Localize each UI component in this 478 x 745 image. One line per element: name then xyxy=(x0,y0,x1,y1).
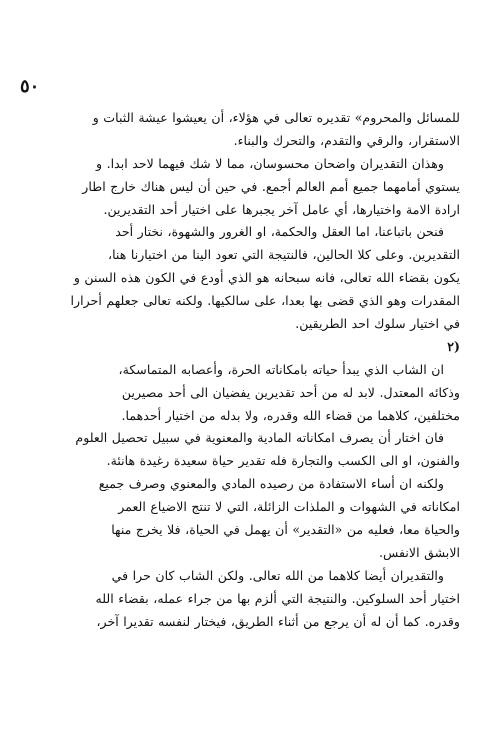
text-line: والفنون، او الى الكسب والتجارة فله تقدير حياة سعيدة رغيدة هانئة. xyxy=(106,453,460,469)
text-line: ان الشاب الذي يبدأ حياته بامكاناته الحرة، وأعصابه المتماسكة، xyxy=(118,361,444,377)
text-line: مختلفين، كلاهما من قضاء الله وقدره، ولا بدله من اختيار أحدهما. xyxy=(121,407,460,423)
page-number: ٥٠ xyxy=(20,76,40,97)
text-line: في اختيار سلوك احد الطريقين. xyxy=(295,316,460,332)
text-line: امكاناته في الشهوات و الملذات الزائلة، التي لا تنتج الاضياع العمر xyxy=(118,499,460,515)
text-line: للمسائل والمحروم» تقديره تعالى في هؤلاء، أن يعيشوا عيشة الثبات و xyxy=(92,110,460,125)
text-line: وهذان التقديران واضحان محسوسان، مما لا شك فيهما لاحد ابدا. و xyxy=(96,155,444,171)
text-line: ولكنه ان أساء الاستفادة من رصيده المادي والمعنوي وصرف جميع xyxy=(98,476,444,492)
text-line: يستوي أمامهما جميع أمم العالم أجمع. في حين أن ليس هناك خارج اطار xyxy=(82,178,460,194)
text-line: فان اختار أن يصرف امكاناته المادية والمعنوية في سبيل تحصيل العلوم xyxy=(75,430,444,446)
section-number: ٢) xyxy=(447,338,460,354)
text-line: اختيار أحد السلوكين. والنتيجة التي ألزم بها من جراء عمله، بقضاء الله xyxy=(95,590,460,606)
text-line: وقدره. كما أن له أن يرجع من أثناء الطريق، فيختار لنفسه تقديرا آخر، xyxy=(96,613,460,629)
text-line: التقديرين. وعلى كلا الحالين، فالنتيجة التي تعود الينا من اختيارنا هنا، xyxy=(108,247,460,263)
text-line: والحياة معا، فعليه من «التقدير» أن يهمل في الحياة، فلا يخرج منها xyxy=(111,522,460,538)
text-line: الابشق الانفس. xyxy=(378,544,460,560)
text-line: وذكائه المعتدل. لابد له من أحد تقديرين يفضيان الى أحد مصيرين xyxy=(121,384,460,400)
text-line: يكون بقضاء الله تعالى، فانه سبحانه هو الذي أودع في الكون هذه السنن و xyxy=(73,270,460,286)
text-line: والتقديران أيضا كلاهما من الله تعالى. ولكن الشاب كان حرا في xyxy=(111,567,444,583)
text-line: ارادة الامة واختيارها، أي عامل آخر يجبرها على اختيار أحد التقديرين. xyxy=(103,201,460,217)
text-line: المقدرات وهو الذي قضى بها بعدا، على سالكيها. ولكنه تعالى جعلهم أحرارا xyxy=(70,293,460,309)
text-line: الاستقرار، والرقي والتقدم، والتحرك والبناء. xyxy=(233,132,460,148)
text-line: فنحن باتباعنا، اما العقل والحكمة، او الغرور والشهوة، نختار أحد xyxy=(115,224,444,240)
body-text xyxy=(20,107,460,633)
